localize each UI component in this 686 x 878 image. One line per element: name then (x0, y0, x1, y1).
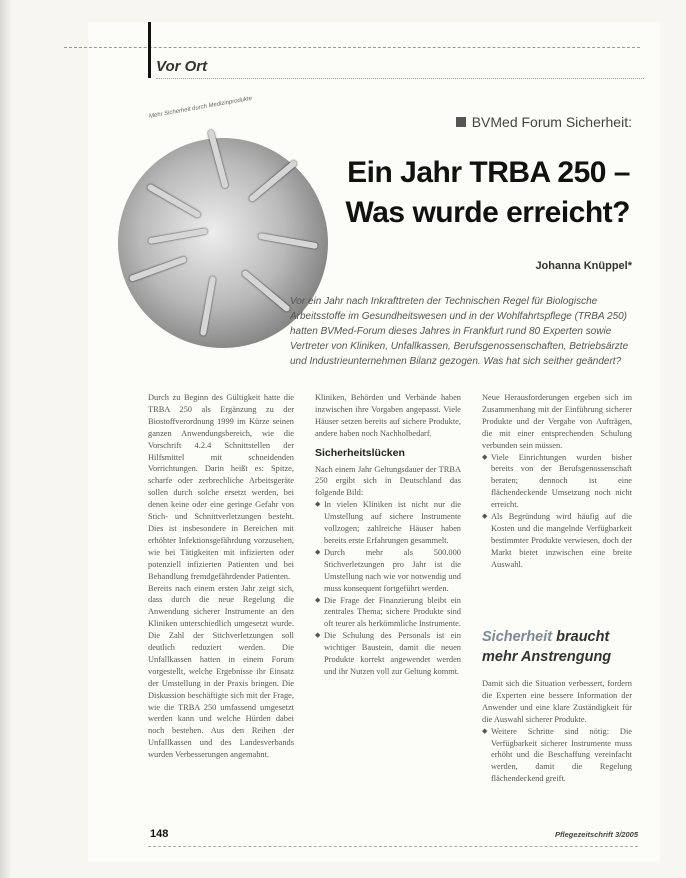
body-paragraph: Bereits nach einem ersten Jahr zeigt sich, dass durch die neue Regelung die Anwendung sicherer Instrumente an den Kliniken unterschiedlich umgesetzt wurde. Die Zahl der Stichverletzungen soll deutlich reduziert werden. Die Unfallkassen hatten in einem Forum vorgestellt, welche Ergebnisse ihr Einsatz der Umstellung in der Praxis bringen. Die Diskussion beschäftigte sich mit der Frage, wie die TRBA 250 umfassend umgesetzt werden kann und welche Hürden dabei noch bestehen. Aus den Reihen der Unfallkassen und des Landesverbands wurden Verbesserungen angemahnt. (148, 583, 294, 760)
kicker (456, 114, 632, 130)
section-marker-bar (148, 22, 151, 78)
pull-quote-rest: braucht mehr Anstrengung (482, 629, 612, 665)
bullet-list (482, 726, 632, 786)
body-paragraph: Nach einem Jahr Geltungsdauer der TRBA 250 ergibt sich in Deutschland das folgende Bild: (315, 464, 461, 498)
image-arc-label: Mehr Sicherheit durch Medizinprodukte (148, 95, 253, 120)
kicker-text: BVMed Forum Sicherheit: (471, 114, 632, 130)
author: Johanna Knüppel* (535, 260, 632, 272)
needle-shape (258, 233, 318, 249)
list-item: ◆ In vielen Kliniken ist nicht nur die Umstellung auf sichere Instrumente vollzogen; zahlreiche Häuser haben bereits erste Erfahrungen gesammelt. (315, 499, 461, 547)
column-3-continued (482, 678, 632, 785)
needle-shape (241, 269, 291, 312)
body-paragraph: Damit sich die Situation verbessert, fordern die Experten eine bessere Information der Anwender und eine klare Zuständigkeit für die Auswahl sicherer Produkte. (482, 679, 632, 724)
scan-edge-shadow (0, 0, 12, 878)
column-1 (148, 392, 294, 761)
list-item: ◆ Viele Einrichtungen wurden bisher bereits von der Berufsgenossenschaft beraten; dennoch ist eine flächendeckende Umsetzung noch nicht erreicht. (482, 452, 632, 512)
square-bullet-icon (456, 117, 466, 127)
column-3 (482, 392, 632, 571)
journal-footer: Pflegezeitschrift 3/2005 (555, 830, 638, 839)
bottom-dashed-rule (148, 846, 638, 847)
needle-shape (147, 183, 202, 218)
headline-line-2: Was wurde erreicht? (345, 196, 630, 229)
column-2 (315, 392, 461, 678)
pull-quote (482, 627, 642, 667)
intro-text: Vor ein Jahr nach Inkrafttreten der Technischen Regel für Biologische Arbeitsstoffe im Gesundheitswesen und in der Wohlfahrtspflege (TRBA 250) hatten BVMed-Forum dieses Jahres in Frankfurt rund 80 Experten sowie Vertreter von Kliniken, Unfallkassen, Berufsgenossenschaften, Betriebsärzte und Industrieunternehmen Bilanz gezogen. Was hat sich seither geändert? (290, 296, 629, 367)
body-paragraph: Durch zu Beginn des Gültigkeit hatte die TRBA 250 als Ergänzung zu der Biostoffverordnung 1999 im Kürze seinen ganzen Anwendungsbereich, wie die Vorschrift 4.2.4 Schnittstellen der Hilfsmittel mit schneidenden Vorrichtungen. Darin heißt es: Spitze, scharfe oder zerbrechliche Arbeitsgeräte sollen durch solche ersetzt werden, bei denen keine oder eine geringe Gefahr von Stich- und Schnittverletzungen besteht. Dies ist insbesondere in Bereichen mit erhöhter Infektionsgefährdung vorzusehen, wie bei Tätigkeiten mit infizierten oder potenziell infizierten Patienten und bei Behandlung fremdgefährdender Patienten. (148, 393, 294, 581)
list-item: ◆ Weitere Schritte sind nötig: Die Verfügbarkeit sicherer Instrumente muss erhöht und die Beschaffung vereinfacht werden, damit die Regelung flächendeckend greift. (482, 726, 632, 786)
needle-shape (200, 276, 216, 336)
needle-shape (207, 129, 228, 189)
list-item: ◆ Die Frage der Finanzierung bleibt ein zentrales Thema; sichere Produkte sind oft teurer als herkömmliche Instrumente. (315, 595, 461, 631)
pull-quote-highlight: Sicherheit (482, 629, 553, 645)
section-label: Vor Ort (156, 58, 208, 75)
intro-paragraph (290, 294, 632, 369)
body-paragraph: Neue Herausforderungen ergeben sich im Zusammenhang mit der Einführung sicherer Produkte und der Vergabe von Aufträgen, die mit einer entsprechenden Schulung verbunden sein müssen. (482, 393, 632, 450)
list-item: ◆ Die Schulung des Personals ist ein wichtiger Baustein, damit die neuen Produkte korrekt angewendet werden und ihr Nutzen voll zur Geltung kommt. (315, 630, 461, 678)
headline-line-1: Ein Jahr TRBA 250 – (347, 156, 630, 189)
section-rule (156, 78, 644, 79)
bullet-list (315, 499, 461, 678)
list-item: ◆ Als Begründung wird häufig auf die Kosten und die mangelnde Verfügbarkeit bestimmter Produkte verwiesen, doch der Markt bietet inzwischen eine breite Auswahl. (482, 511, 632, 571)
bullet-list (482, 452, 632, 571)
list-item: ◆ Durch mehr als 500.000 Stichverletzungen pro Jahr ist die Umstellung nach wie vor notwendig und muss konsequent fortgeführt werden. (315, 547, 461, 595)
page-number: 148 (150, 828, 169, 840)
needle-shape (129, 256, 187, 282)
needle-shape (148, 228, 208, 244)
body-paragraph: Kliniken, Behörden und Verbände haben inzwischen ihre Vorgaben angepasst. Viele Häuser setzen bereits auf sichere Produkte, andere haben noch Nachholbedarf. (315, 393, 461, 438)
subheading: Sicherheitslücken (315, 446, 405, 459)
needle-shape (248, 159, 298, 202)
